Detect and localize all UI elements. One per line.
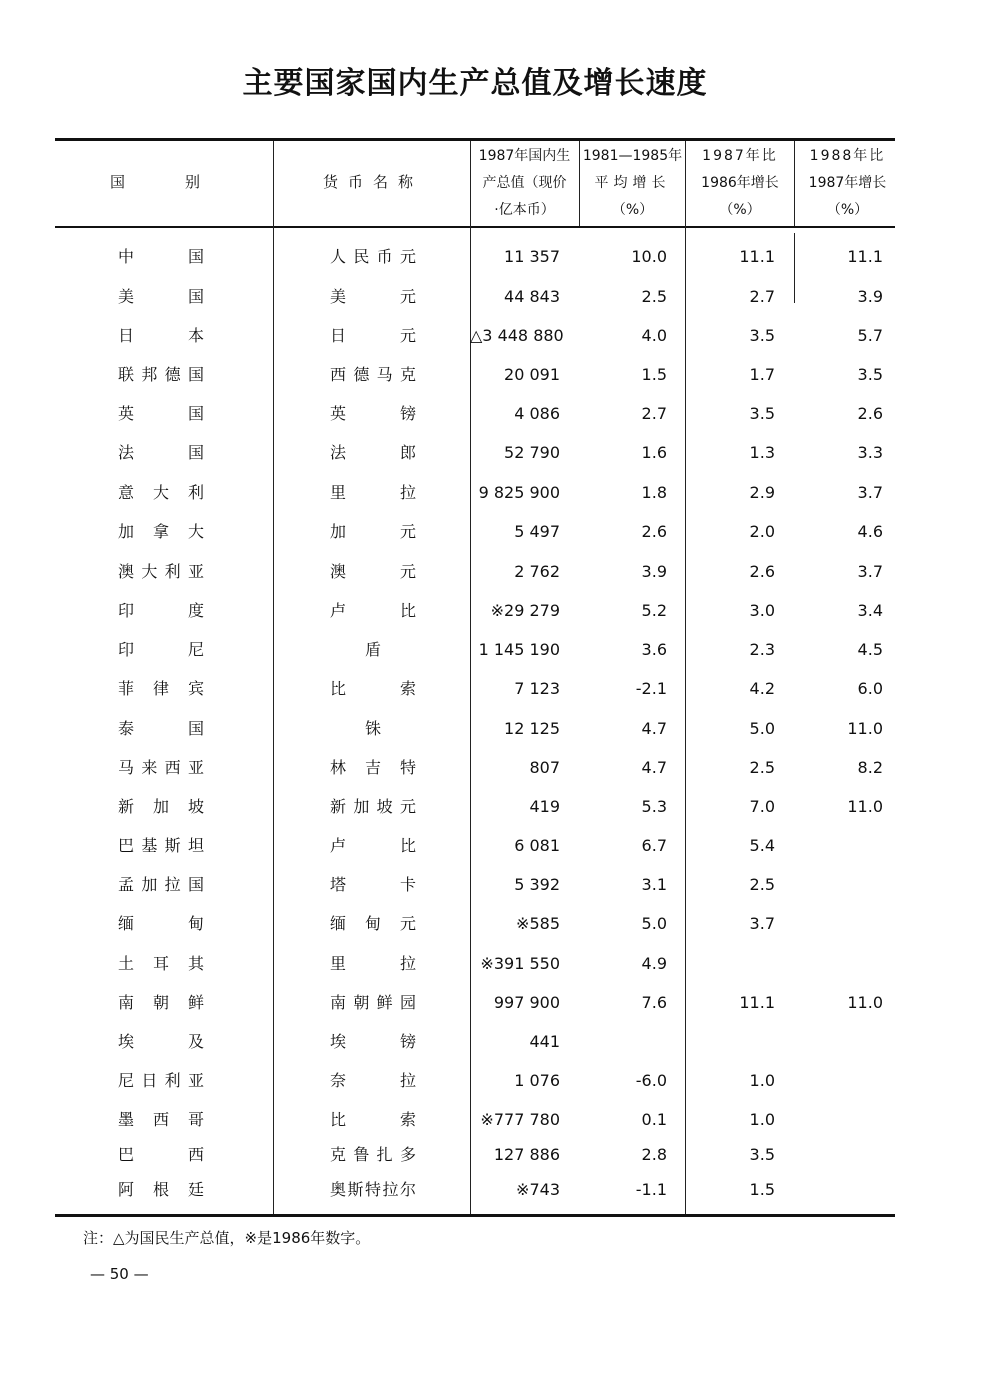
growth-88-cell: 5.7 bbox=[857, 326, 883, 345]
avg-growth-cell: 4.9 bbox=[641, 954, 667, 973]
avg-growth-cell: 4.0 bbox=[641, 326, 667, 345]
currency-cell: 人 民 币 元 bbox=[330, 247, 416, 266]
avg-growth-cell: -2.1 bbox=[635, 679, 667, 698]
currency-cell: 塔 卡 bbox=[330, 875, 416, 894]
table-row bbox=[0, 795, 1000, 819]
header-growth-87 bbox=[686, 143, 794, 224]
gdp-cell: 12 125 bbox=[504, 719, 560, 738]
currency-cell: 比 索 bbox=[330, 679, 416, 698]
currency-cell: 埃 镑 bbox=[330, 1032, 416, 1051]
header-avg-line1: 1981—1985年 bbox=[582, 148, 683, 164]
growth-87-cell: 2.3 bbox=[749, 640, 775, 659]
growth-88-cell: 11.0 bbox=[847, 993, 883, 1012]
currency-cell: 日 元 bbox=[330, 326, 416, 345]
currency-cell: 缅 甸 元 bbox=[330, 914, 416, 933]
header-g88-line3: （%） bbox=[826, 202, 869, 218]
country-cell: 巴 基 斯 坦 bbox=[118, 836, 204, 855]
growth-87-cell: 11.1 bbox=[739, 993, 775, 1012]
growth-87-cell: 2.5 bbox=[749, 875, 775, 894]
currency-cell: 新 加 坡 元 bbox=[330, 797, 416, 816]
currency-cell: 澳 元 bbox=[330, 562, 416, 581]
currency-cell: 英 镑 bbox=[330, 404, 416, 423]
growth-87-cell: 5.4 bbox=[749, 836, 775, 855]
growth-87-cell: 2.9 bbox=[749, 483, 775, 502]
growth-88-cell: 3.5 bbox=[857, 365, 883, 384]
table-bottom-rule bbox=[55, 1214, 895, 1217]
header-avg-line2: 平均增长 bbox=[594, 175, 671, 191]
gdp-cell: 11 357 bbox=[504, 247, 560, 266]
table-row bbox=[0, 324, 1000, 348]
avg-growth-cell: 3.6 bbox=[641, 640, 667, 659]
currency-cell: 南 朝 鲜 园 bbox=[330, 993, 416, 1012]
gdp-cell: ※777 780 bbox=[480, 1110, 560, 1129]
growth-87-cell: 2.5 bbox=[749, 758, 775, 777]
gdp-cell: ※743 bbox=[516, 1180, 560, 1199]
growth-87-cell: 3.5 bbox=[749, 326, 775, 345]
table-row bbox=[0, 1030, 1000, 1054]
growth-87-cell: 1.5 bbox=[749, 1180, 775, 1199]
country-cell: 法 国 bbox=[118, 443, 204, 462]
country-cell: 加 拿 大 bbox=[118, 522, 204, 541]
header-currency-label: 货币名称 bbox=[322, 173, 423, 191]
currency-cell: 林 吉 特 bbox=[330, 758, 416, 777]
currency-cell: 奈 拉 bbox=[330, 1071, 416, 1090]
table-row bbox=[0, 834, 1000, 858]
avg-growth-cell: 2.6 bbox=[641, 522, 667, 541]
country-cell: 日 本 bbox=[118, 326, 204, 345]
avg-growth-cell: 5.3 bbox=[641, 797, 667, 816]
header-gdp-line3: ·亿本币） bbox=[494, 202, 555, 218]
gdp-cell: 6 081 bbox=[514, 836, 560, 855]
growth-87-cell: 4.2 bbox=[749, 679, 775, 698]
growth-87-cell: 1.0 bbox=[749, 1071, 775, 1090]
page-title: 主要国家国内生产总值及增长速度 bbox=[242, 66, 708, 101]
table-row bbox=[0, 952, 1000, 976]
table-row bbox=[0, 402, 1000, 426]
avg-growth-cell: 3.1 bbox=[641, 875, 667, 894]
table-row bbox=[0, 873, 1000, 897]
avg-growth-cell: 1.8 bbox=[641, 483, 667, 502]
avg-growth-cell: 5.0 bbox=[641, 914, 667, 933]
avg-growth-cell: 3.9 bbox=[641, 562, 667, 581]
avg-growth-cell: 1.5 bbox=[641, 365, 667, 384]
header-gdp-line2: 产总值（现价 bbox=[482, 175, 567, 191]
table-row bbox=[0, 638, 1000, 662]
growth-87-cell: 11.1 bbox=[739, 247, 775, 266]
footnote: 注：△为国民生产总值，※是1986年数字。 bbox=[83, 1229, 371, 1247]
gdp-cell: 127 886 bbox=[493, 1145, 560, 1164]
gdp-cell: 44 843 bbox=[504, 287, 560, 306]
currency-cell: 克 鲁 扎 多 bbox=[330, 1145, 416, 1164]
growth-87-cell: 2.6 bbox=[749, 562, 775, 581]
country-cell: 联 邦 德 国 bbox=[118, 365, 204, 384]
avg-growth-cell: 2.7 bbox=[641, 404, 667, 423]
country-cell: 缅 甸 bbox=[118, 914, 204, 933]
growth-87-cell: 3.5 bbox=[749, 404, 775, 423]
gdp-cell: 807 bbox=[529, 758, 560, 777]
currency-cell: 加 元 bbox=[330, 522, 416, 541]
table-row bbox=[0, 1108, 1000, 1132]
avg-growth-cell: 0.1 bbox=[641, 1110, 667, 1129]
table-row bbox=[0, 560, 1000, 584]
country-cell: 菲 律 宾 bbox=[118, 679, 204, 698]
growth-87-cell: 3.5 bbox=[749, 1145, 775, 1164]
gdp-cell: ※585 bbox=[516, 914, 560, 933]
growth-88-cell: 11.1 bbox=[847, 247, 883, 266]
avg-growth-cell: 4.7 bbox=[641, 758, 667, 777]
country-cell: 泰 国 bbox=[118, 719, 204, 738]
country-cell: 埃 及 bbox=[118, 1032, 204, 1051]
avg-growth-cell: 2.8 bbox=[641, 1145, 667, 1164]
header-country bbox=[110, 169, 261, 196]
avg-growth-cell: 2.5 bbox=[641, 287, 667, 306]
growth-88-cell: 3.4 bbox=[857, 601, 883, 620]
avg-growth-cell: -6.0 bbox=[635, 1071, 667, 1090]
gdp-cell: 4 086 bbox=[514, 404, 560, 423]
country-cell: 墨 西 哥 bbox=[118, 1110, 204, 1129]
currency-cell: 铢 bbox=[364, 719, 381, 738]
header-gdp-line1: 1987年国内生 bbox=[478, 148, 571, 164]
gdp-cell: 52 790 bbox=[504, 443, 560, 462]
country-cell: 阿 根 廷 bbox=[118, 1180, 204, 1199]
currency-cell: 卢 比 bbox=[330, 601, 416, 620]
avg-growth-cell: 1.6 bbox=[641, 443, 667, 462]
avg-growth-cell: -1.1 bbox=[635, 1180, 667, 1199]
currency-cell: 比 索 bbox=[330, 1110, 416, 1129]
currency-cell: 盾 bbox=[364, 640, 381, 659]
gdp-cell: 9 825 900 bbox=[478, 483, 560, 502]
header-currency bbox=[318, 169, 428, 196]
country-cell: 南 朝 鲜 bbox=[118, 993, 204, 1012]
country-cell: 美 国 bbox=[118, 287, 204, 306]
avg-growth-cell: 5.2 bbox=[641, 601, 667, 620]
header-gdp bbox=[470, 143, 579, 224]
country-cell: 马 来 西 亚 bbox=[118, 758, 204, 777]
gdp-cell: 419 bbox=[529, 797, 560, 816]
growth-87-cell: 1.0 bbox=[749, 1110, 775, 1129]
gdp-cell: ※29 279 bbox=[490, 601, 560, 620]
growth-88-cell: 3.3 bbox=[857, 443, 883, 462]
growth-87-cell: 1.3 bbox=[749, 443, 775, 462]
header-g87-line1: 1987年比 bbox=[702, 148, 778, 164]
currency-cell: 里 拉 bbox=[330, 954, 416, 973]
growth-88-cell: 4.6 bbox=[857, 522, 883, 541]
header-avg-growth bbox=[580, 143, 685, 224]
header-g87-line3: （%） bbox=[719, 202, 761, 218]
currency-cell: 里 拉 bbox=[330, 483, 416, 502]
country-cell: 新 加 坡 bbox=[118, 797, 204, 816]
table-row bbox=[0, 756, 1000, 780]
gdp-cell: 1 145 190 bbox=[478, 640, 560, 659]
country-cell: 孟 加 拉 国 bbox=[118, 875, 204, 894]
growth-87-cell: 7.0 bbox=[749, 797, 775, 816]
gdp-cell: △3 448 880 bbox=[470, 326, 564, 345]
growth-88-cell: 3.9 bbox=[857, 287, 883, 306]
table-row bbox=[0, 1143, 1000, 1167]
gdp-cell: 7 123 bbox=[514, 679, 560, 698]
table-row bbox=[0, 599, 1000, 623]
table-top-rule bbox=[55, 138, 895, 141]
growth-87-cell: 3.0 bbox=[749, 601, 775, 620]
header-bottom-rule bbox=[55, 226, 895, 228]
gdp-cell: 2 762 bbox=[514, 562, 560, 581]
avg-growth-cell: 6.7 bbox=[641, 836, 667, 855]
currency-cell: 卢 比 bbox=[330, 836, 416, 855]
growth-87-cell: 5.0 bbox=[749, 719, 775, 738]
avg-growth-cell: 7.6 bbox=[641, 993, 667, 1012]
table-row bbox=[0, 363, 1000, 387]
gdp-cell: ※391 550 bbox=[480, 954, 560, 973]
header-g87-line2: 1986年增长 bbox=[701, 175, 779, 191]
country-cell: 土 耳 其 bbox=[118, 954, 204, 973]
currency-cell: 美 元 bbox=[330, 287, 416, 306]
growth-88-cell: 2.6 bbox=[857, 404, 883, 423]
growth-88-cell: 11.0 bbox=[847, 719, 883, 738]
table-row bbox=[0, 677, 1000, 701]
growth-88-cell: 3.7 bbox=[857, 562, 883, 581]
table-row bbox=[0, 1069, 1000, 1093]
growth-87-cell: 1.7 bbox=[749, 365, 775, 384]
growth-88-cell: 6.0 bbox=[857, 679, 883, 698]
header-avg-line3: （%） bbox=[611, 202, 654, 218]
header-growth-88 bbox=[795, 143, 900, 224]
table-row bbox=[0, 717, 1000, 741]
country-cell: 英 国 bbox=[118, 404, 204, 423]
currency-cell: 西 德 马 克 bbox=[330, 365, 416, 384]
gdp-cell: 5 392 bbox=[514, 875, 560, 894]
table-row bbox=[0, 991, 1000, 1015]
growth-87-cell: 3.7 bbox=[749, 914, 775, 933]
growth-88-cell: 4.5 bbox=[857, 640, 883, 659]
country-cell: 巴 西 bbox=[118, 1145, 204, 1164]
avg-growth-cell: 10.0 bbox=[631, 247, 667, 266]
gdp-cell: 5 497 bbox=[514, 522, 560, 541]
country-cell: 意 大 利 bbox=[118, 483, 204, 502]
table-row bbox=[0, 520, 1000, 544]
country-cell: 尼 日 利 亚 bbox=[118, 1071, 204, 1090]
header-country-label: 国别 bbox=[110, 173, 261, 191]
growth-87-cell: 2.0 bbox=[749, 522, 775, 541]
growth-87-cell: 2.7 bbox=[749, 287, 775, 306]
page-number: — 50 — bbox=[90, 1265, 149, 1283]
table-row bbox=[0, 441, 1000, 465]
currency-cell: 奥 斯 特 拉 尔 bbox=[330, 1180, 416, 1199]
table-row bbox=[0, 285, 1000, 309]
avg-growth-cell: 4.7 bbox=[641, 719, 667, 738]
table-row bbox=[0, 245, 1000, 269]
growth-88-cell: 11.0 bbox=[847, 797, 883, 816]
country-cell: 中 国 bbox=[118, 247, 204, 266]
gdp-cell: 20 091 bbox=[504, 365, 560, 384]
gdp-cell: 997 900 bbox=[493, 993, 560, 1012]
table-row bbox=[0, 912, 1000, 936]
growth-88-cell: 8.2 bbox=[857, 758, 883, 777]
header-g88-line1: 1988年比 bbox=[809, 148, 886, 164]
header-g88-line2: 1987年增长 bbox=[808, 175, 887, 191]
country-cell: 澳 大 利 亚 bbox=[118, 562, 204, 581]
currency-cell: 法 郎 bbox=[330, 443, 416, 462]
gdp-cell: 1 076 bbox=[514, 1071, 560, 1090]
table-row bbox=[0, 481, 1000, 505]
table-row bbox=[0, 1178, 1000, 1202]
growth-88-cell: 3.7 bbox=[857, 483, 883, 502]
gdp-cell: 441 bbox=[529, 1032, 560, 1051]
country-cell: 印 尼 bbox=[118, 640, 204, 659]
country-cell: 印 度 bbox=[118, 601, 204, 620]
